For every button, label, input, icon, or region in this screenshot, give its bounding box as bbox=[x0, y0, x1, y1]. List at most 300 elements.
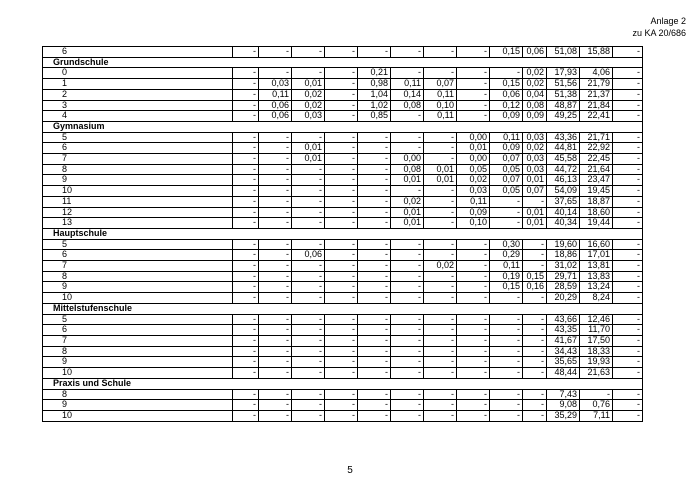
row-label: 7 bbox=[43, 154, 233, 165]
section-spacer-cell bbox=[358, 228, 391, 239]
section-spacer-cell bbox=[358, 121, 391, 132]
table-cell: - bbox=[457, 89, 490, 100]
table-row bbox=[43, 400, 643, 411]
table-cell: 0,01 bbox=[391, 175, 424, 186]
table-cell: - bbox=[259, 335, 292, 346]
table-cell: - bbox=[259, 218, 292, 229]
table-cell: 43,66 bbox=[547, 314, 580, 325]
table-cell: - bbox=[391, 250, 424, 261]
table-cell: - bbox=[358, 164, 391, 175]
table-cell: - bbox=[391, 293, 424, 304]
table-cell: - bbox=[424, 314, 457, 325]
section-spacer-cell bbox=[358, 57, 391, 68]
table-cell: - bbox=[325, 68, 358, 79]
table-cell: - bbox=[292, 186, 325, 197]
table-cell: - bbox=[292, 325, 325, 336]
table-cell: - bbox=[325, 47, 358, 58]
row-label: 5 bbox=[43, 132, 233, 143]
table-cell: - bbox=[424, 410, 457, 421]
table-cell: 0,11 bbox=[424, 89, 457, 100]
row-label: 0 bbox=[43, 68, 233, 79]
section-spacer-cell bbox=[580, 121, 613, 132]
table-cell: 0,16 bbox=[523, 282, 547, 293]
table-cell: 17,01 bbox=[580, 250, 613, 261]
table-cell: - bbox=[292, 368, 325, 379]
table-row bbox=[43, 175, 643, 186]
table-cell: - bbox=[391, 389, 424, 400]
table-cell: - bbox=[457, 293, 490, 304]
section-spacer-cell bbox=[457, 57, 490, 68]
table-cell: - bbox=[233, 100, 259, 111]
table-cell: 0,11 bbox=[457, 196, 490, 207]
table-cell: - bbox=[391, 314, 424, 325]
table-cell: 0,15 bbox=[490, 79, 523, 90]
table-cell: - bbox=[325, 164, 358, 175]
table-cell: - bbox=[233, 250, 259, 261]
section-spacer-cell bbox=[523, 121, 547, 132]
row-label: 5 bbox=[43, 314, 233, 325]
table-cell: - bbox=[358, 389, 391, 400]
table-cell: - bbox=[457, 47, 490, 58]
table-cell: - bbox=[424, 400, 457, 411]
section-spacer-cell bbox=[325, 303, 358, 314]
table-cell: - bbox=[613, 79, 643, 90]
table-cell: - bbox=[358, 47, 391, 58]
table-cell: - bbox=[391, 346, 424, 357]
table-cell: - bbox=[292, 261, 325, 272]
row-label: 8 bbox=[43, 346, 233, 357]
table-cell: 40,14 bbox=[547, 207, 580, 218]
table-row bbox=[43, 389, 643, 400]
table-cell: - bbox=[233, 47, 259, 58]
table-cell: - bbox=[292, 239, 325, 250]
table-cell: - bbox=[233, 314, 259, 325]
table-cell: - bbox=[233, 218, 259, 229]
table-cell: 0,01 bbox=[457, 143, 490, 154]
row-label: 6 bbox=[43, 47, 233, 58]
table-cell: - bbox=[292, 410, 325, 421]
table-cell: - bbox=[233, 79, 259, 90]
table-cell: 0,07 bbox=[424, 79, 457, 90]
table-cell: - bbox=[457, 111, 490, 122]
table-cell: - bbox=[325, 207, 358, 218]
table-cell: - bbox=[613, 196, 643, 207]
table-cell: - bbox=[613, 271, 643, 282]
table-cell: - bbox=[325, 357, 358, 368]
section-spacer-cell bbox=[325, 228, 358, 239]
section-spacer-cell bbox=[523, 303, 547, 314]
table-row bbox=[43, 100, 643, 111]
table-cell: 0,00 bbox=[457, 132, 490, 143]
table-cell: 7,11 bbox=[580, 410, 613, 421]
table-cell: - bbox=[457, 314, 490, 325]
table-cell: - bbox=[613, 314, 643, 325]
table-cell: - bbox=[391, 282, 424, 293]
row-label: 9 bbox=[43, 282, 233, 293]
table-cell: 0,02 bbox=[424, 261, 457, 272]
section-spacer-cell bbox=[457, 228, 490, 239]
row-label: 12 bbox=[43, 207, 233, 218]
table-cell: - bbox=[325, 293, 358, 304]
table-cell: 19,45 bbox=[580, 186, 613, 197]
table-cell: - bbox=[424, 250, 457, 261]
table-cell: - bbox=[490, 218, 523, 229]
section-spacer-cell bbox=[391, 228, 424, 239]
table-cell: - bbox=[523, 196, 547, 207]
row-label: 13 bbox=[43, 218, 233, 229]
table-cell: - bbox=[424, 132, 457, 143]
table-cell: 17,93 bbox=[547, 68, 580, 79]
table-cell: - bbox=[613, 293, 643, 304]
section-spacer-cell bbox=[391, 57, 424, 68]
table-cell: - bbox=[358, 346, 391, 357]
section-spacer-cell bbox=[292, 57, 325, 68]
table-cell: - bbox=[391, 143, 424, 154]
section-spacer-cell bbox=[233, 228, 259, 239]
section-spacer-cell bbox=[523, 378, 547, 389]
table-cell: - bbox=[457, 346, 490, 357]
table-cell: - bbox=[325, 325, 358, 336]
table-cell: - bbox=[233, 271, 259, 282]
table-cell: 1,04 bbox=[358, 89, 391, 100]
table-cell: - bbox=[325, 154, 358, 165]
table-cell: - bbox=[259, 282, 292, 293]
table-cell: - bbox=[325, 335, 358, 346]
table-cell: - bbox=[523, 250, 547, 261]
table-cell: - bbox=[424, 282, 457, 293]
table-cell: 21,63 bbox=[580, 368, 613, 379]
table-cell: - bbox=[391, 357, 424, 368]
table-cell: 13,83 bbox=[580, 271, 613, 282]
table-row bbox=[43, 271, 643, 282]
table-cell: - bbox=[259, 325, 292, 336]
table-cell: 0,15 bbox=[490, 282, 523, 293]
row-label: 7 bbox=[43, 261, 233, 272]
table-cell: - bbox=[391, 239, 424, 250]
table-cell: - bbox=[523, 239, 547, 250]
table-cell: 0,12 bbox=[490, 100, 523, 111]
table-cell: 0,07 bbox=[490, 154, 523, 165]
row-label: 8 bbox=[43, 271, 233, 282]
table-cell: - bbox=[325, 314, 358, 325]
table-cell: - bbox=[325, 111, 358, 122]
table-cell: - bbox=[457, 282, 490, 293]
table-cell: 0,11 bbox=[259, 89, 292, 100]
table-cell: - bbox=[523, 261, 547, 272]
row-label: 6 bbox=[43, 325, 233, 336]
table-cell: 15,88 bbox=[580, 47, 613, 58]
table-cell: - bbox=[259, 314, 292, 325]
table-cell: - bbox=[457, 250, 490, 261]
table-row bbox=[43, 79, 643, 90]
table-cell: - bbox=[233, 239, 259, 250]
table-cell: - bbox=[259, 271, 292, 282]
table-cell: 46,13 bbox=[547, 175, 580, 186]
table-cell: - bbox=[325, 196, 358, 207]
table-cell: - bbox=[523, 410, 547, 421]
section-spacer-cell bbox=[358, 378, 391, 389]
table-cell: 22,41 bbox=[580, 111, 613, 122]
table-cell: 44,81 bbox=[547, 143, 580, 154]
table-cell: - bbox=[259, 68, 292, 79]
table-cell: - bbox=[424, 207, 457, 218]
section-spacer-cell bbox=[523, 57, 547, 68]
table-cell: 0,00 bbox=[391, 154, 424, 165]
table-cell: - bbox=[292, 346, 325, 357]
table-row bbox=[43, 346, 643, 357]
table-cell: - bbox=[325, 79, 358, 90]
section-spacer-cell bbox=[457, 378, 490, 389]
table-cell: 0,30 bbox=[490, 239, 523, 250]
table-cell: - bbox=[424, 68, 457, 79]
table-cell: 0,10 bbox=[424, 100, 457, 111]
table-cell: - bbox=[325, 100, 358, 111]
table-row bbox=[43, 410, 643, 421]
table-cell: - bbox=[490, 400, 523, 411]
table-cell: - bbox=[457, 261, 490, 272]
section-title: Hauptschule bbox=[43, 228, 233, 239]
table-cell: - bbox=[292, 282, 325, 293]
page-number: 5 bbox=[347, 465, 353, 476]
table-row bbox=[43, 196, 643, 207]
table-cell: - bbox=[325, 346, 358, 357]
section-spacer-cell bbox=[391, 121, 424, 132]
table-cell: 0,01 bbox=[292, 143, 325, 154]
section-spacer-cell bbox=[547, 378, 580, 389]
table-row bbox=[43, 143, 643, 154]
table-cell: 0,07 bbox=[490, 175, 523, 186]
table-cell: - bbox=[613, 410, 643, 421]
table-cell: - bbox=[424, 271, 457, 282]
table-cell: - bbox=[523, 400, 547, 411]
table-cell: 0,15 bbox=[490, 47, 523, 58]
table-cell: - bbox=[490, 357, 523, 368]
table-cell: - bbox=[358, 271, 391, 282]
table-cell: - bbox=[358, 207, 391, 218]
table-cell: - bbox=[259, 164, 292, 175]
section-spacer-cell bbox=[259, 303, 292, 314]
table-cell: 35,29 bbox=[547, 410, 580, 421]
table-cell: 0,19 bbox=[490, 271, 523, 282]
table-cell: - bbox=[259, 410, 292, 421]
table-cell: - bbox=[424, 47, 457, 58]
section-header-row bbox=[43, 378, 643, 389]
table-cell: - bbox=[233, 89, 259, 100]
table-row bbox=[43, 111, 643, 122]
table-cell: 0,14 bbox=[391, 89, 424, 100]
section-spacer-cell bbox=[424, 378, 457, 389]
table-cell: 0,08 bbox=[391, 164, 424, 175]
table-row bbox=[43, 335, 643, 346]
table-cell: - bbox=[424, 368, 457, 379]
row-label: 7 bbox=[43, 335, 233, 346]
table-cell: - bbox=[490, 335, 523, 346]
table-cell: - bbox=[358, 293, 391, 304]
row-label: 2 bbox=[43, 89, 233, 100]
table-cell: - bbox=[523, 325, 547, 336]
table-cell: - bbox=[391, 335, 424, 346]
table-cell: - bbox=[292, 335, 325, 346]
section-spacer-cell bbox=[259, 121, 292, 132]
table-cell: - bbox=[613, 368, 643, 379]
table-cell: - bbox=[325, 239, 358, 250]
table-cell: - bbox=[325, 89, 358, 100]
row-label: 10 bbox=[43, 410, 233, 421]
table-cell: - bbox=[391, 271, 424, 282]
table-cell: - bbox=[233, 357, 259, 368]
table-cell: 0,06 bbox=[259, 100, 292, 111]
table-cell: 0,11 bbox=[490, 132, 523, 143]
table-cell: 0,15 bbox=[523, 271, 547, 282]
table-cell: - bbox=[457, 325, 490, 336]
table-cell: 29,71 bbox=[547, 271, 580, 282]
table-cell: 0,03 bbox=[457, 186, 490, 197]
table-cell: - bbox=[613, 186, 643, 197]
table-row bbox=[43, 314, 643, 325]
table-cell: 0,06 bbox=[523, 47, 547, 58]
table-cell: - bbox=[233, 186, 259, 197]
table-cell: 0,01 bbox=[523, 218, 547, 229]
table-cell: 0,29 bbox=[490, 250, 523, 261]
table-cell: - bbox=[490, 293, 523, 304]
table-cell: - bbox=[292, 207, 325, 218]
table-cell: 0,06 bbox=[490, 89, 523, 100]
table-cell: - bbox=[325, 261, 358, 272]
table-cell: - bbox=[292, 218, 325, 229]
section-spacer-cell bbox=[259, 228, 292, 239]
table-cell: 0,10 bbox=[457, 218, 490, 229]
section-spacer-cell bbox=[424, 228, 457, 239]
table-row bbox=[43, 250, 643, 261]
table-cell: - bbox=[259, 346, 292, 357]
section-spacer-cell bbox=[391, 303, 424, 314]
section-spacer-cell bbox=[490, 228, 523, 239]
table-row bbox=[43, 218, 643, 229]
table-cell: - bbox=[292, 293, 325, 304]
table-cell: 21,79 bbox=[580, 79, 613, 90]
table-cell: 48,87 bbox=[547, 100, 580, 111]
table-cell: 0,05 bbox=[490, 164, 523, 175]
table-cell: 18,87 bbox=[580, 196, 613, 207]
table-cell: - bbox=[233, 368, 259, 379]
table-cell: 43,35 bbox=[547, 325, 580, 336]
document-header bbox=[632, 15, 686, 39]
table-cell: - bbox=[325, 175, 358, 186]
section-spacer-cell bbox=[580, 57, 613, 68]
table-cell: 0,09 bbox=[490, 143, 523, 154]
section-header-row bbox=[43, 121, 643, 132]
table-cell: - bbox=[424, 218, 457, 229]
table-row bbox=[43, 325, 643, 336]
table-cell: 8,24 bbox=[580, 293, 613, 304]
table-cell: - bbox=[391, 47, 424, 58]
table-cell: 19,44 bbox=[580, 218, 613, 229]
table-cell: 0,01 bbox=[523, 207, 547, 218]
row-label: 5 bbox=[43, 239, 233, 250]
table-cell: 43,36 bbox=[547, 132, 580, 143]
section-spacer-cell bbox=[613, 57, 643, 68]
table-cell: - bbox=[613, 239, 643, 250]
table-cell: - bbox=[613, 207, 643, 218]
table-cell: - bbox=[424, 186, 457, 197]
table-cell: 34,43 bbox=[547, 346, 580, 357]
table-cell: 0,01 bbox=[391, 207, 424, 218]
row-label: 1 bbox=[43, 79, 233, 90]
section-spacer-cell bbox=[233, 57, 259, 68]
table-cell: 37,65 bbox=[547, 196, 580, 207]
table-cell: - bbox=[424, 389, 457, 400]
table-cell: - bbox=[233, 68, 259, 79]
table-cell: - bbox=[259, 357, 292, 368]
row-label: 6 bbox=[43, 250, 233, 261]
table-cell: 21,84 bbox=[580, 100, 613, 111]
section-header-row bbox=[43, 228, 643, 239]
table-cell: - bbox=[233, 346, 259, 357]
table-cell: - bbox=[233, 293, 259, 304]
table-cell: - bbox=[613, 132, 643, 143]
table-cell: - bbox=[391, 400, 424, 411]
table-cell: - bbox=[613, 100, 643, 111]
section-spacer-cell bbox=[424, 57, 457, 68]
table-cell: - bbox=[523, 314, 547, 325]
table-cell: - bbox=[358, 186, 391, 197]
table-cell: - bbox=[233, 143, 259, 154]
table-cell: - bbox=[325, 132, 358, 143]
section-spacer-cell bbox=[580, 378, 613, 389]
table-cell: - bbox=[358, 132, 391, 143]
table-cell: - bbox=[259, 47, 292, 58]
table-cell: - bbox=[424, 196, 457, 207]
table-cell: - bbox=[259, 154, 292, 165]
table-cell: - bbox=[292, 271, 325, 282]
table-cell: - bbox=[259, 196, 292, 207]
section-spacer-cell bbox=[424, 121, 457, 132]
table-cell: 19,93 bbox=[580, 357, 613, 368]
section-spacer-cell bbox=[259, 378, 292, 389]
section-spacer-cell bbox=[292, 228, 325, 239]
table-cell: - bbox=[613, 335, 643, 346]
table-cell: - bbox=[259, 132, 292, 143]
table-cell: - bbox=[490, 346, 523, 357]
row-label: 6 bbox=[43, 143, 233, 154]
table-cell: - bbox=[358, 368, 391, 379]
table-cell: - bbox=[325, 186, 358, 197]
table-cell: - bbox=[523, 335, 547, 346]
table-cell: - bbox=[613, 261, 643, 272]
row-label: 9 bbox=[43, 175, 233, 186]
table-cell: - bbox=[457, 357, 490, 368]
section-spacer-cell bbox=[391, 378, 424, 389]
table-cell: - bbox=[233, 335, 259, 346]
table-cell: 4,06 bbox=[580, 68, 613, 79]
table-cell: - bbox=[325, 282, 358, 293]
row-label: 3 bbox=[43, 100, 233, 111]
table-cell: - bbox=[259, 293, 292, 304]
table-cell: - bbox=[613, 389, 643, 400]
table-cell: 48,44 bbox=[547, 368, 580, 379]
section-spacer-cell bbox=[547, 121, 580, 132]
table-cell: - bbox=[325, 271, 358, 282]
table-cell: - bbox=[424, 335, 457, 346]
section-header-row bbox=[43, 303, 643, 314]
table-cell: - bbox=[523, 293, 547, 304]
row-label: 8 bbox=[43, 164, 233, 175]
section-header-row bbox=[43, 57, 643, 68]
table-cell: - bbox=[580, 389, 613, 400]
table-cell: - bbox=[233, 207, 259, 218]
table-cell: 21,37 bbox=[580, 89, 613, 100]
table-cell: - bbox=[259, 207, 292, 218]
